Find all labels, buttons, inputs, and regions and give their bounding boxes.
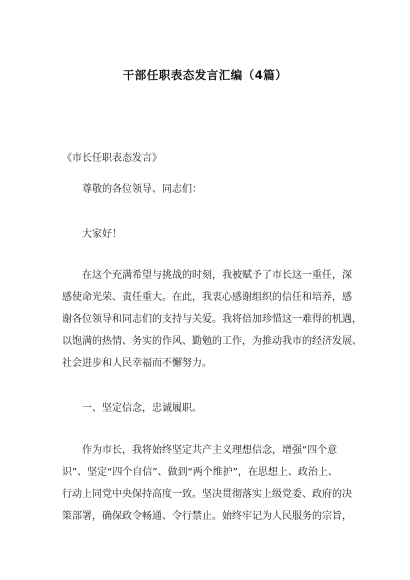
salutation-text: 尊敬的各位领导、同志们： (82, 184, 202, 195)
paragraph-line: 社会进步和人民幸福而不懈努力。 (62, 358, 212, 369)
paragraph-2 (62, 440, 354, 528)
section-heading: 一、坚定信念，忠诚履职。 (82, 403, 202, 414)
greeting-text: 大家好！ (82, 229, 122, 240)
paragraph-line: 在这个充满希望与挑战的时刻，我被赋予了市长这一重任，深 (82, 270, 352, 281)
paragraph-line: 策部署，确保政令畅通、令行禁止。始终牢记为人民服务的宗旨， (62, 511, 352, 522)
section-reference: 《市长任职表态发言》 (62, 153, 162, 164)
paragraph-line: 以饱满的热情、务实的作风、勤勉的工作，为推动我市的经济发展、 (62, 336, 362, 347)
paragraph-line: 谢各位领导和同志们的支持与关爱。我将倍加珍惜这一难得的机遇， (62, 314, 362, 325)
greeting (62, 224, 354, 246)
paragraph-line: 作为市长，我将始终坚定共产主义理想信念，增强“四个意 (82, 445, 338, 456)
document-title: 干部任职表态发言汇编（4篇） (122, 68, 288, 82)
paragraph-line: 感使命光荣、责任重大。在此，我衷心感谢组织的信任和培养，感 (62, 292, 352, 303)
paragraph-1 (62, 265, 362, 375)
paragraph-line: 行动上同党中央保持高度一致。坚决贯彻落实上级党委、政府的决 (62, 489, 352, 500)
salutation (62, 179, 354, 201)
paragraph-line: 识”、坚定“四个自信”、做到“两个维护”，在思想上、政治上、 (62, 467, 338, 478)
heading-1 (62, 398, 354, 420)
